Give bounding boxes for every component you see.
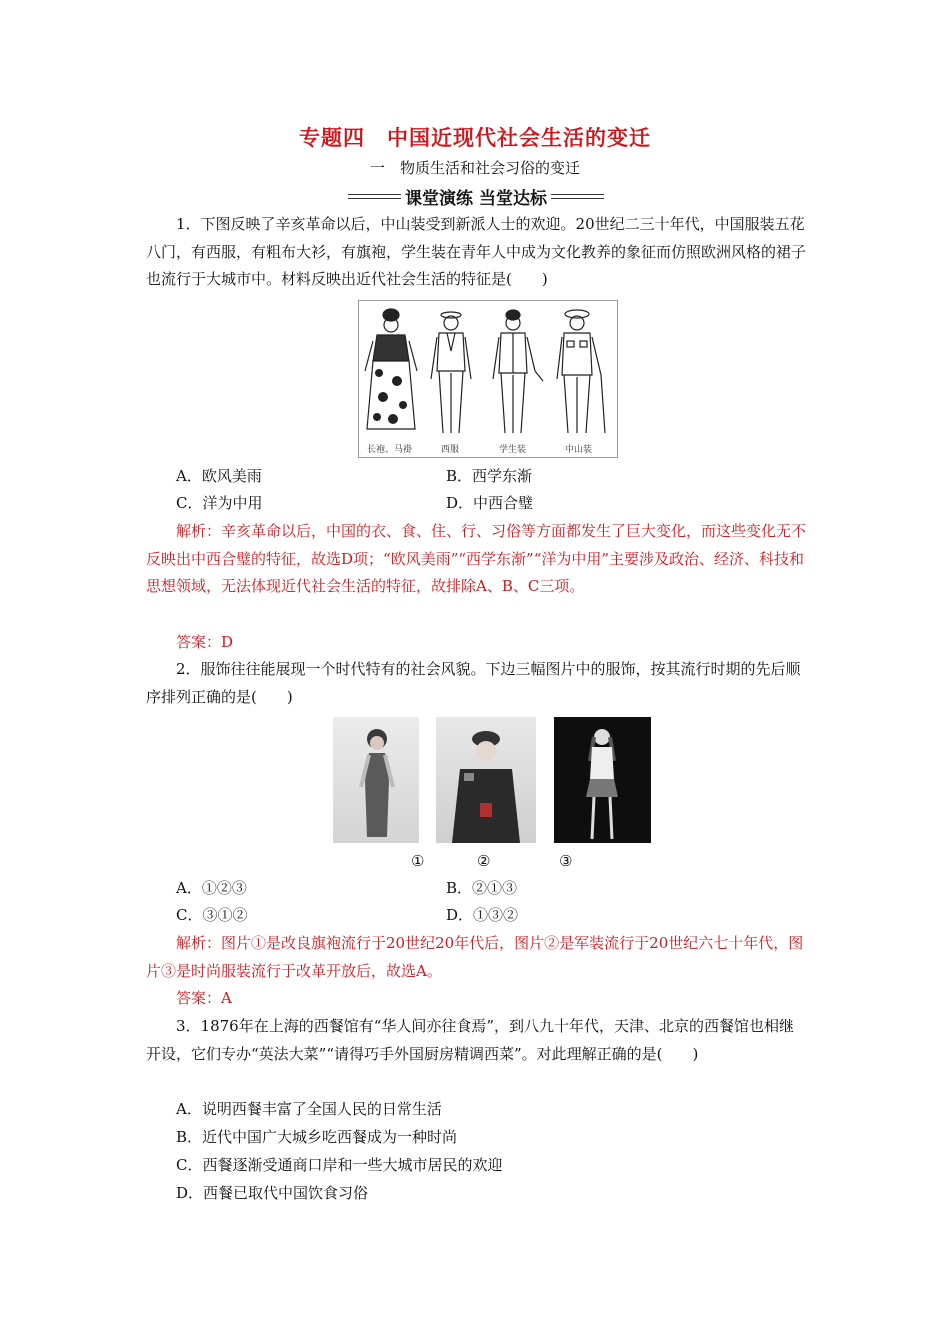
q2-option-b: B．②①③ — [446, 879, 518, 897]
q3-option-a: A．说明西餐丰富了全国人民的日常生活 — [176, 1100, 442, 1118]
q3-option-b: B．近代中国广大城乡吃西餐成为一种时尚 — [176, 1128, 458, 1146]
caption-student-suit: 学生装 — [499, 445, 527, 455]
q3-option-c: C．西餐逐渐受通商口岸和一些大城市居民的欢迎 — [176, 1156, 503, 1174]
q2-answer: 答案：A — [176, 989, 232, 1007]
q3-stem: 3．1876年在上海的西餐馆有“华人间亦往食焉”，到八九十年代，天津、北京的西餐馆也相继开设，它们专办“英法大菜”“请得巧手外国厨房精调西菜”。对此理解正确的是( ) — [146, 1017, 795, 1063]
q1-clothing-figure — [358, 300, 618, 458]
banner-text: 课堂演练 当堂达标 — [405, 188, 547, 209]
q1-option-d: D．中西合璧 — [446, 494, 534, 512]
q2-analysis: 解析：图片①是改良旗袍流行于20世纪20年代后，图片②是军装流行于20世纪六七十年代，图片③是时尚服装流行于改革开放后，故选A。 — [146, 934, 804, 980]
q1-stem: 1．下图反映了辛亥革命以后，中山装受到新派人士的欢迎。20世纪二三十年代，中国服装五花八门，有西服，有粗布大衫，有旗袍，学生装在青年人中成为文化教养的象征而仿照欧洲风格的裙子也流行于大城市中。材料反映出近代社会生活的特征是( ) — [146, 215, 807, 288]
photo-label-2: ② — [477, 852, 491, 870]
q1-answer: 答案：D — [176, 633, 234, 651]
banner-rule-right — [551, 194, 604, 199]
q2-stem: 2．服饰往往能展现一个时代特有的社会风貌。下边三幅图片中的服饰，按其流行时期的先后顺序排列正确的是( ) — [146, 660, 801, 706]
photo-military-uniform — [436, 717, 536, 843]
caption-zhongshan-suit: 中山装 — [565, 445, 593, 455]
photo-label-1: ① — [411, 852, 425, 870]
caption-long-gown: 长袍、马褂 — [367, 445, 413, 455]
photo-qipao — [333, 717, 419, 843]
section-banner — [348, 184, 604, 208]
q3-option-d: D．西餐已取代中国饮食习俗 — [176, 1184, 369, 1202]
q2-option-c: C．③①② — [176, 906, 248, 924]
page-title: 专题四 中国近现代社会生活的变迁 — [299, 125, 651, 150]
photo-label-3: ③ — [559, 852, 573, 870]
photo-fashion — [554, 717, 651, 843]
q2-option-d: D．①③② — [446, 906, 519, 924]
banner-rule-left — [348, 194, 401, 199]
q1-analysis: 解析：辛亥革命以后，中国的衣、食、住、行、习俗等方面都发生了巨大变化，而这些变化无不反映出中西合璧的特征，故选D项；“欧风美雨”“西学东渐”“洋为中用”主要涉及政治、经济、科技和思想领域，无法体现近代社会生活的特征，故排除A、B、C三项。 — [146, 522, 807, 595]
q1-option-a: A．欧风美雨 — [176, 467, 262, 485]
q1-option-c: C．洋为中用 — [176, 494, 263, 512]
q1-option-b: B．西学东渐 — [446, 467, 533, 485]
clothing-illustration — [359, 301, 617, 441]
caption-western-suit: 西服 — [441, 445, 460, 455]
page-subtitle: 一 物质生活和社会习俗的变迁 — [369, 159, 580, 177]
q2-option-a: A．①②③ — [176, 879, 247, 897]
